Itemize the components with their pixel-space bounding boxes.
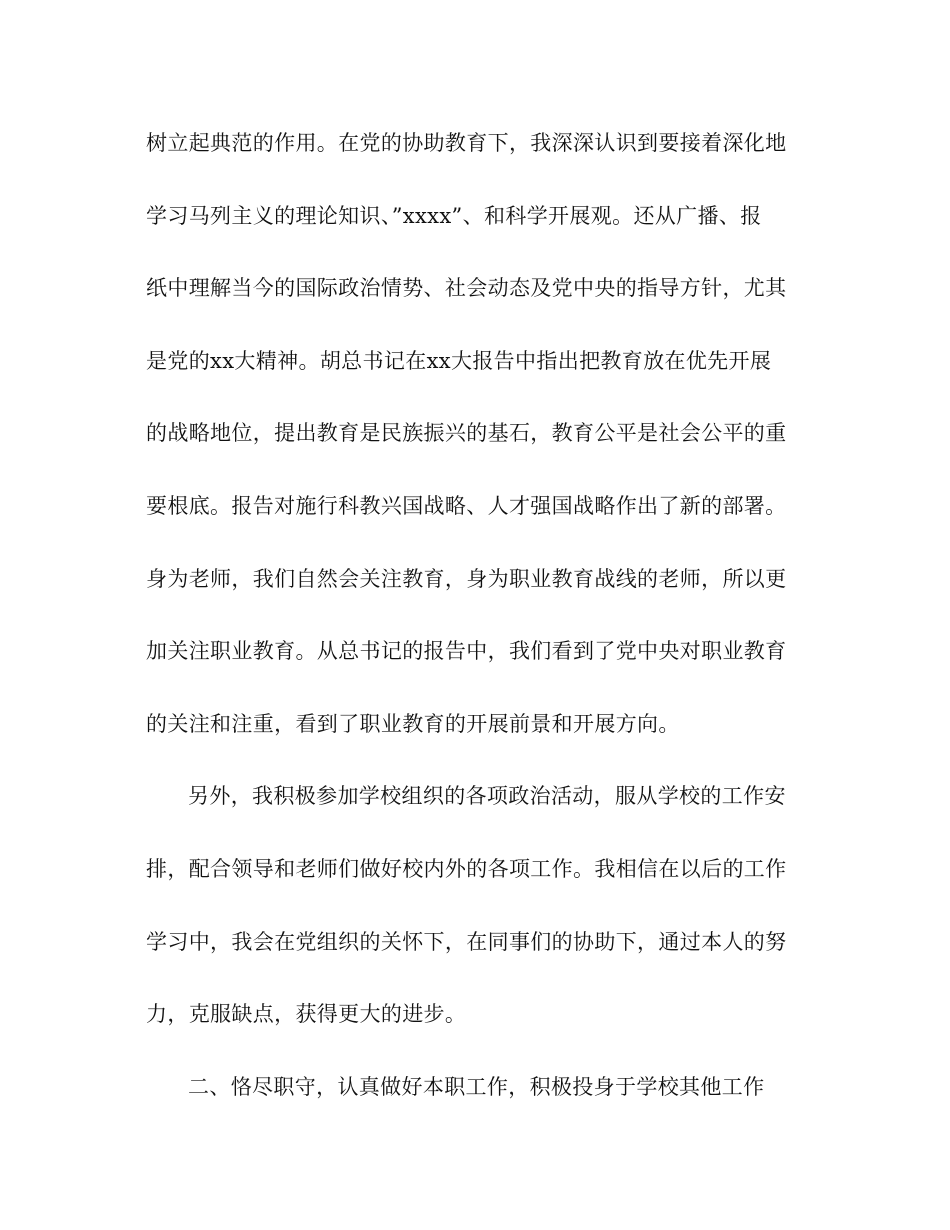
paragraph-start-line: 另外，我积极参加学校组织的各项政治活动，服从学校的工作安 — [188, 784, 786, 809]
body-text — [146, 122, 806, 1138]
text-line: 的战略地位，提出教育是民族振兴的基石，教育公平是社会公平的重 — [146, 421, 787, 446]
text-line: 树立起典范的作用。在党的协助教育下，我深深认识到要接着深化地 — [146, 131, 787, 155]
text-line: 要根底。报告对施行科教兴国战略、人才强国战略作出了新的部署。 — [146, 493, 787, 518]
section-heading-line: 二、恪尽职守，认真做好本职工作，积极投身于学校其他工作 — [188, 1074, 765, 1099]
text-line: 学习马列主义的理论知识、”xxxx”、和科学开展观。还从广播、报 — [146, 203, 762, 228]
text-line: 的关注和注重，看到了职业教育的开展前景和开展方向。 — [146, 711, 680, 736]
text-line: 加关注职业教育。从总书记的报告中，我们看到了党中央对职业教育 — [146, 639, 787, 664]
text-line: 学习中，我会在党组织的关怀下，在同事们的协助下，通过本人的努 — [146, 929, 787, 954]
text-line: 排，配合领导和老师们做好校内外的各项工作。我相信在以后的工作 — [146, 856, 787, 881]
text-line: 是党的xx大精神。胡总书记在xx大报告中指出把教育放在优先开展 — [146, 348, 772, 373]
text-line: 力，克服缺点，获得更大的进步。 — [146, 1002, 467, 1027]
text-line: 身为老师，我们自然会关注教育，身为职业教育战线的老师，所以更 — [146, 566, 787, 591]
text-line: 纸中理解当今的国际政治情势、社会动态及党中央的指导方针，尤其 — [146, 276, 787, 301]
